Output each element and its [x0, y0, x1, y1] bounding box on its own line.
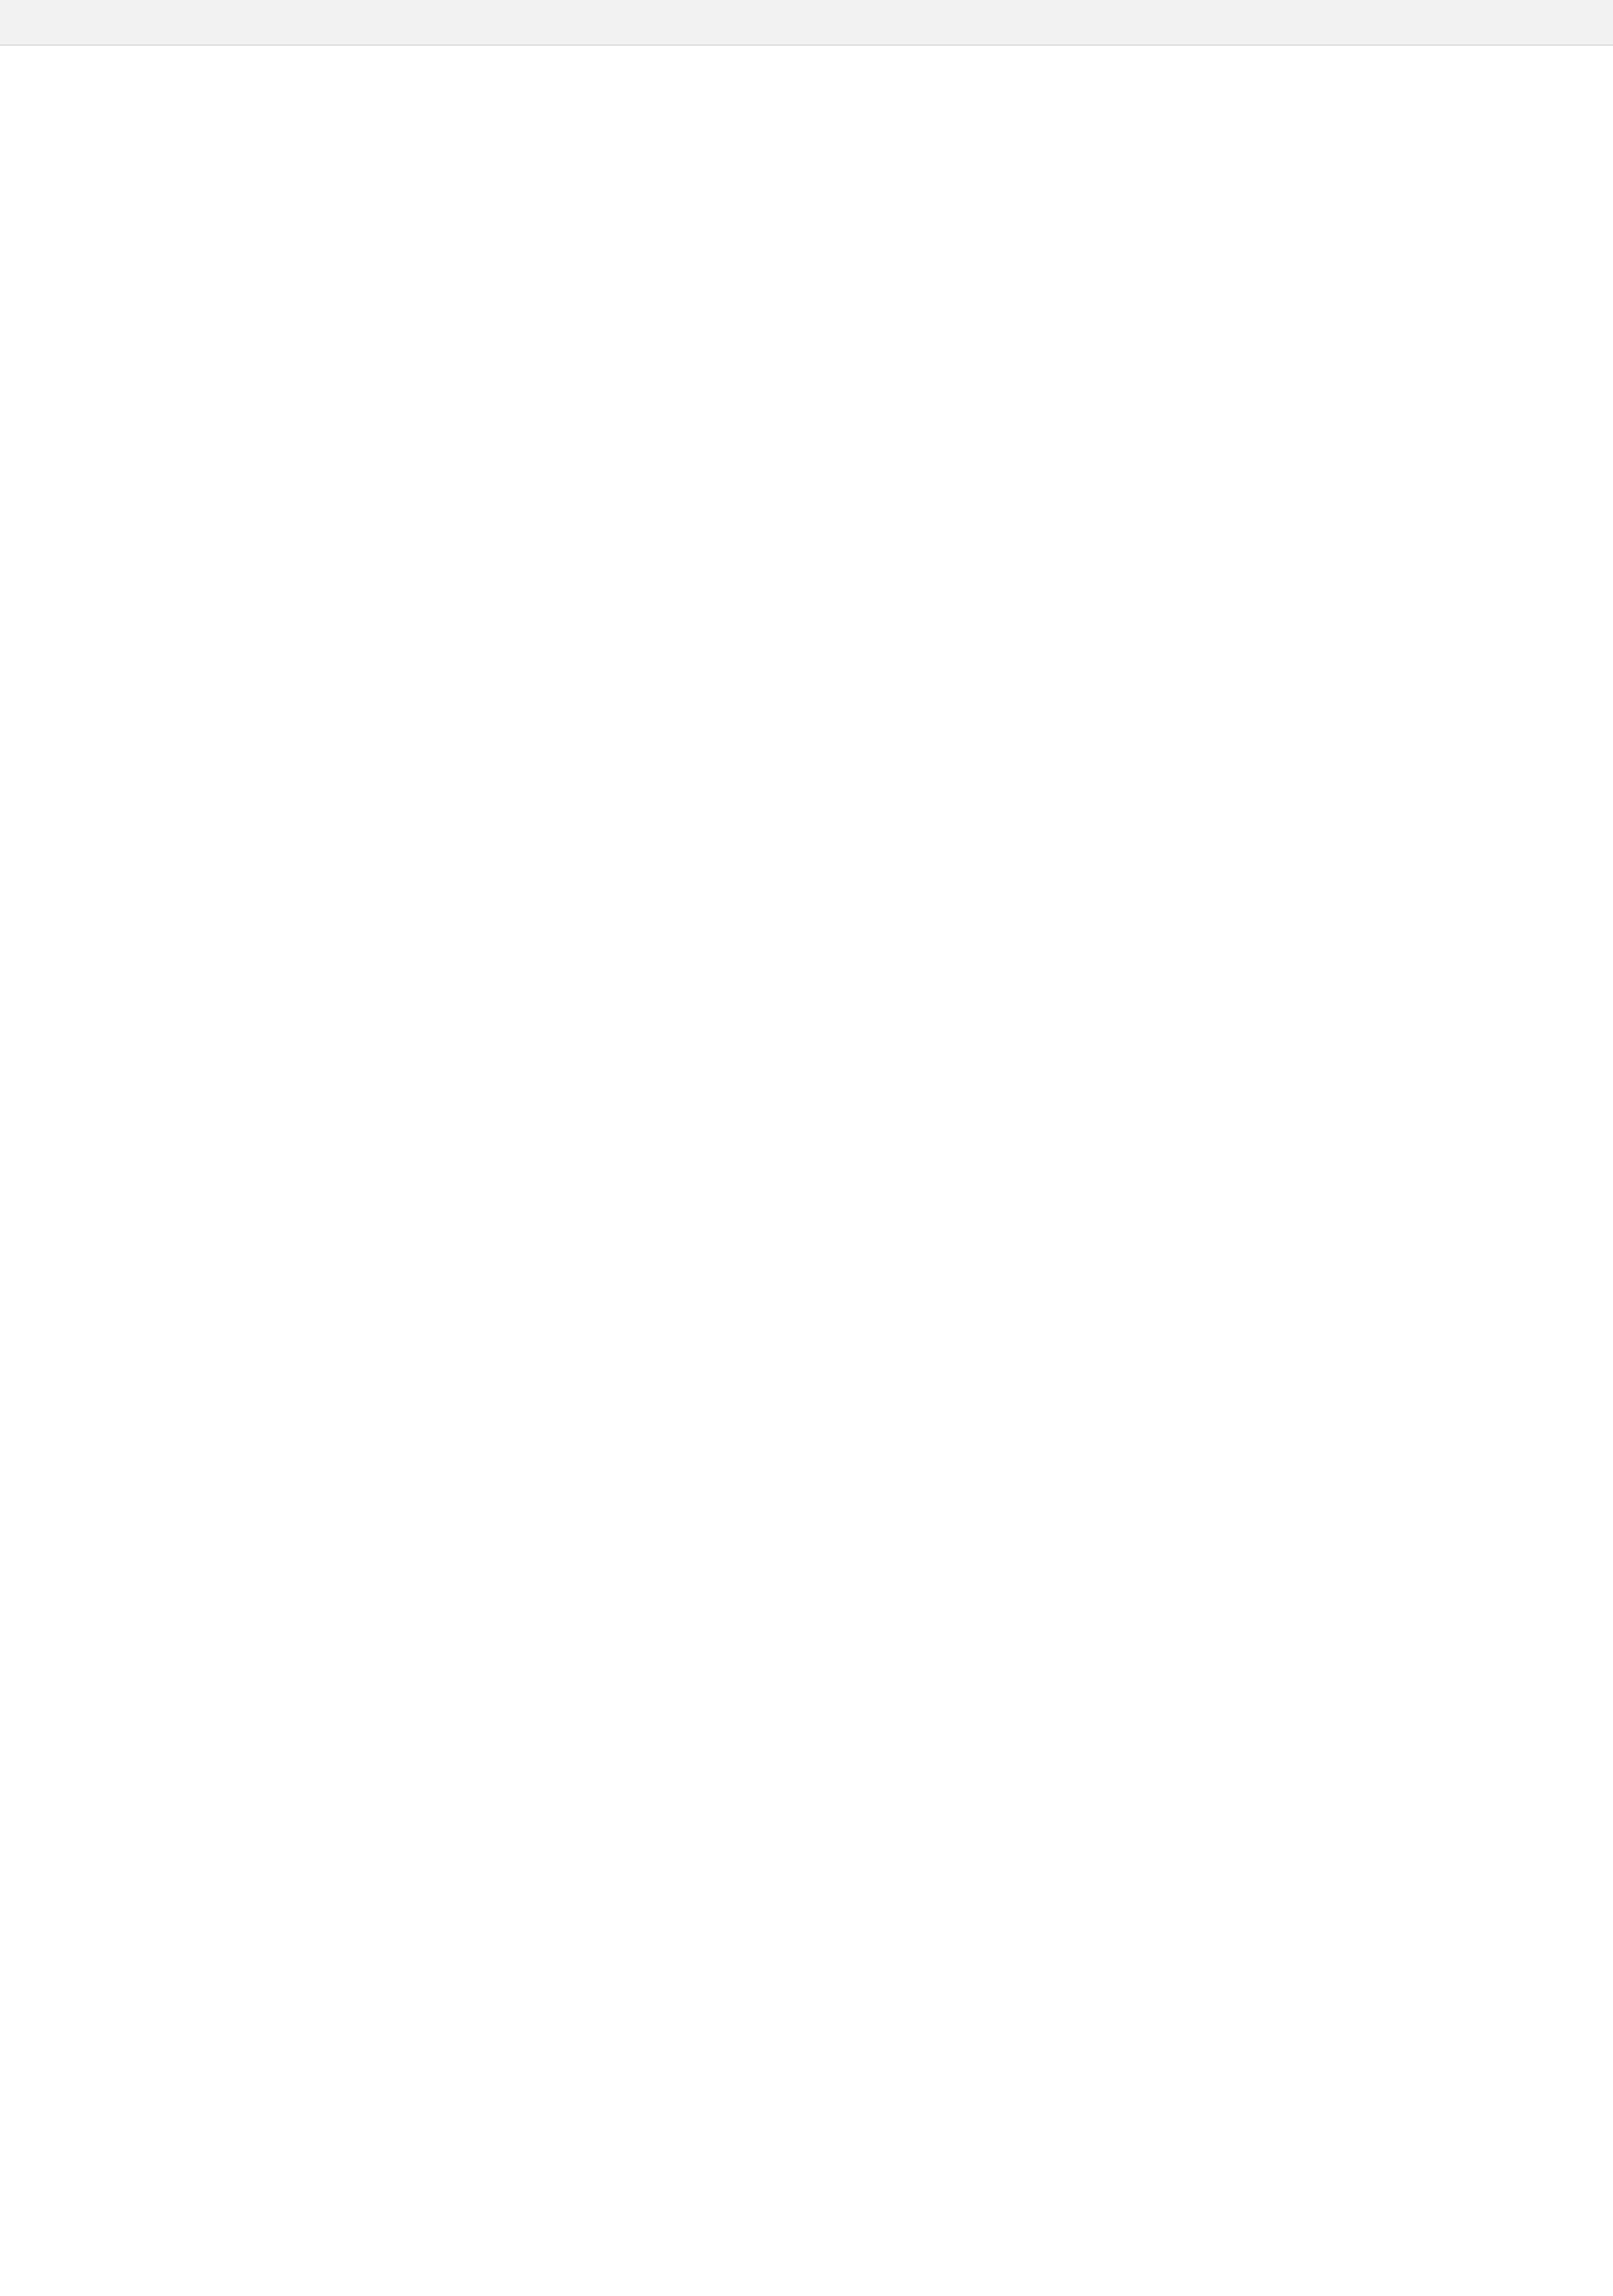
main-content [0, 46, 1613, 2296]
title-bar [0, 0, 1613, 46]
